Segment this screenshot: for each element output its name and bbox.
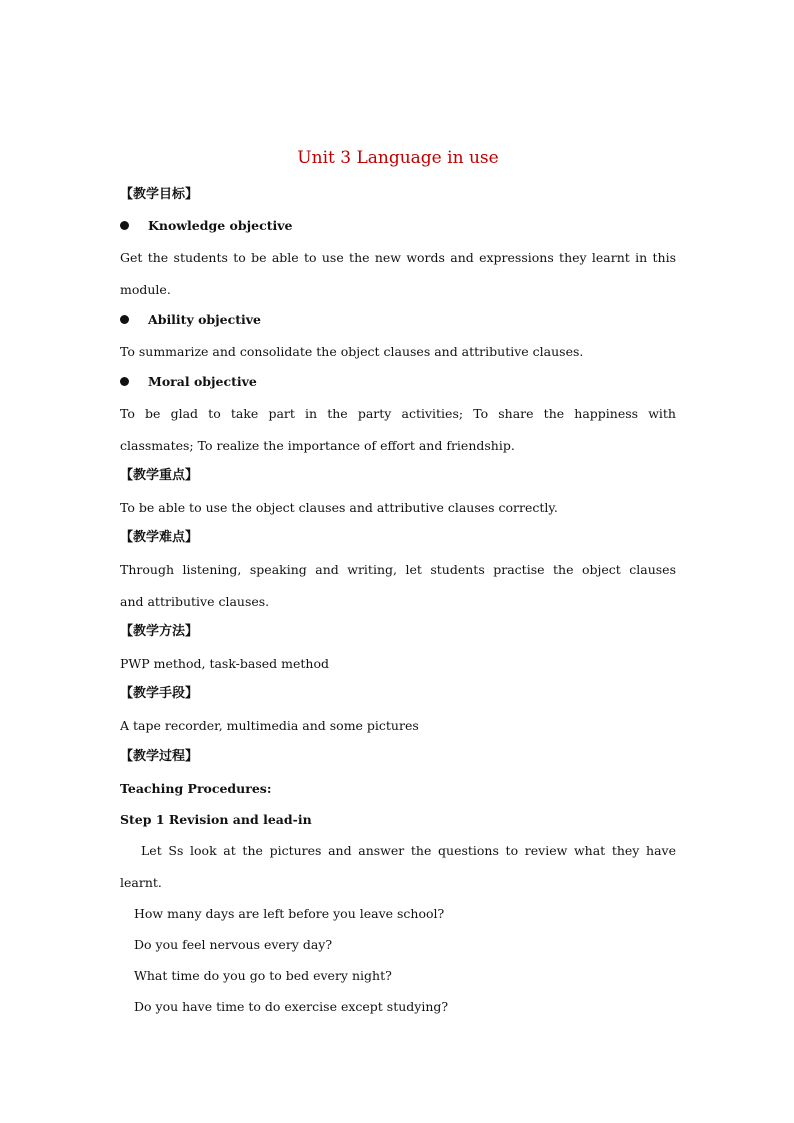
methods-text: PWP method, task-based method [120,656,330,671]
moral-objective-text-line-1: To be glad to take part in the party activities; To share the happiness with [120,406,676,421]
means-heading: 【教学手段】 [120,686,199,701]
difficulties-text-line-2: and attributive clauses. [120,594,270,609]
step-1-text-line-1: Let Ss look at the pictures and answer the questions to review what they have [141,843,676,858]
moral-objective-text-line-2: classmates; To realize the importance of effort and friendship. [120,438,515,453]
ability-objective-label: Ability objective [148,312,261,327]
methods-heading: 【教学方法】 [120,624,199,639]
knowledge-objective-text-line-1: Get the students to be able to use the new words and expressions they learnt in this [120,250,676,265]
question-item: What time do you go to bed every night? [134,968,392,983]
bullet-icon [120,377,129,386]
objectives-heading: 【教学目标】 [120,187,199,202]
key-points-heading: 【教学重点】 [120,468,199,483]
process-heading: 【教学过程】 [120,749,199,764]
moral-objective-label: Moral objective [148,374,257,389]
step-1-text-line-2: learnt. [120,875,162,890]
question-item: Do you have time to do exercise except studying? [134,999,449,1014]
document-title: Unit 3 Language in use [297,148,499,168]
bullet-icon [120,315,129,324]
bullet-icon [120,221,129,230]
step-1-label: Step 1 Revision and lead-in [120,812,312,827]
knowledge-objective-text-line-2: module. [120,282,171,297]
ability-objective-text: To summarize and consolidate the object clauses and attributive clauses. [120,344,584,359]
procedures-label: Teaching Procedures: [120,781,272,796]
question-item: How many days are left before you leave school? [134,906,445,921]
difficulties-text-line-1: Through listening, speaking and writing, let students practise the object clauses [120,562,676,577]
question-item: Do you feel nervous every day? [134,937,333,952]
means-text: A tape recorder, multimedia and some pictures [120,718,419,733]
difficulties-heading: 【教学难点】 [120,530,199,545]
key-points-text: To be able to use the object clauses and attributive clauses correctly. [120,500,558,515]
knowledge-objective-label: Knowledge objective [148,218,293,233]
